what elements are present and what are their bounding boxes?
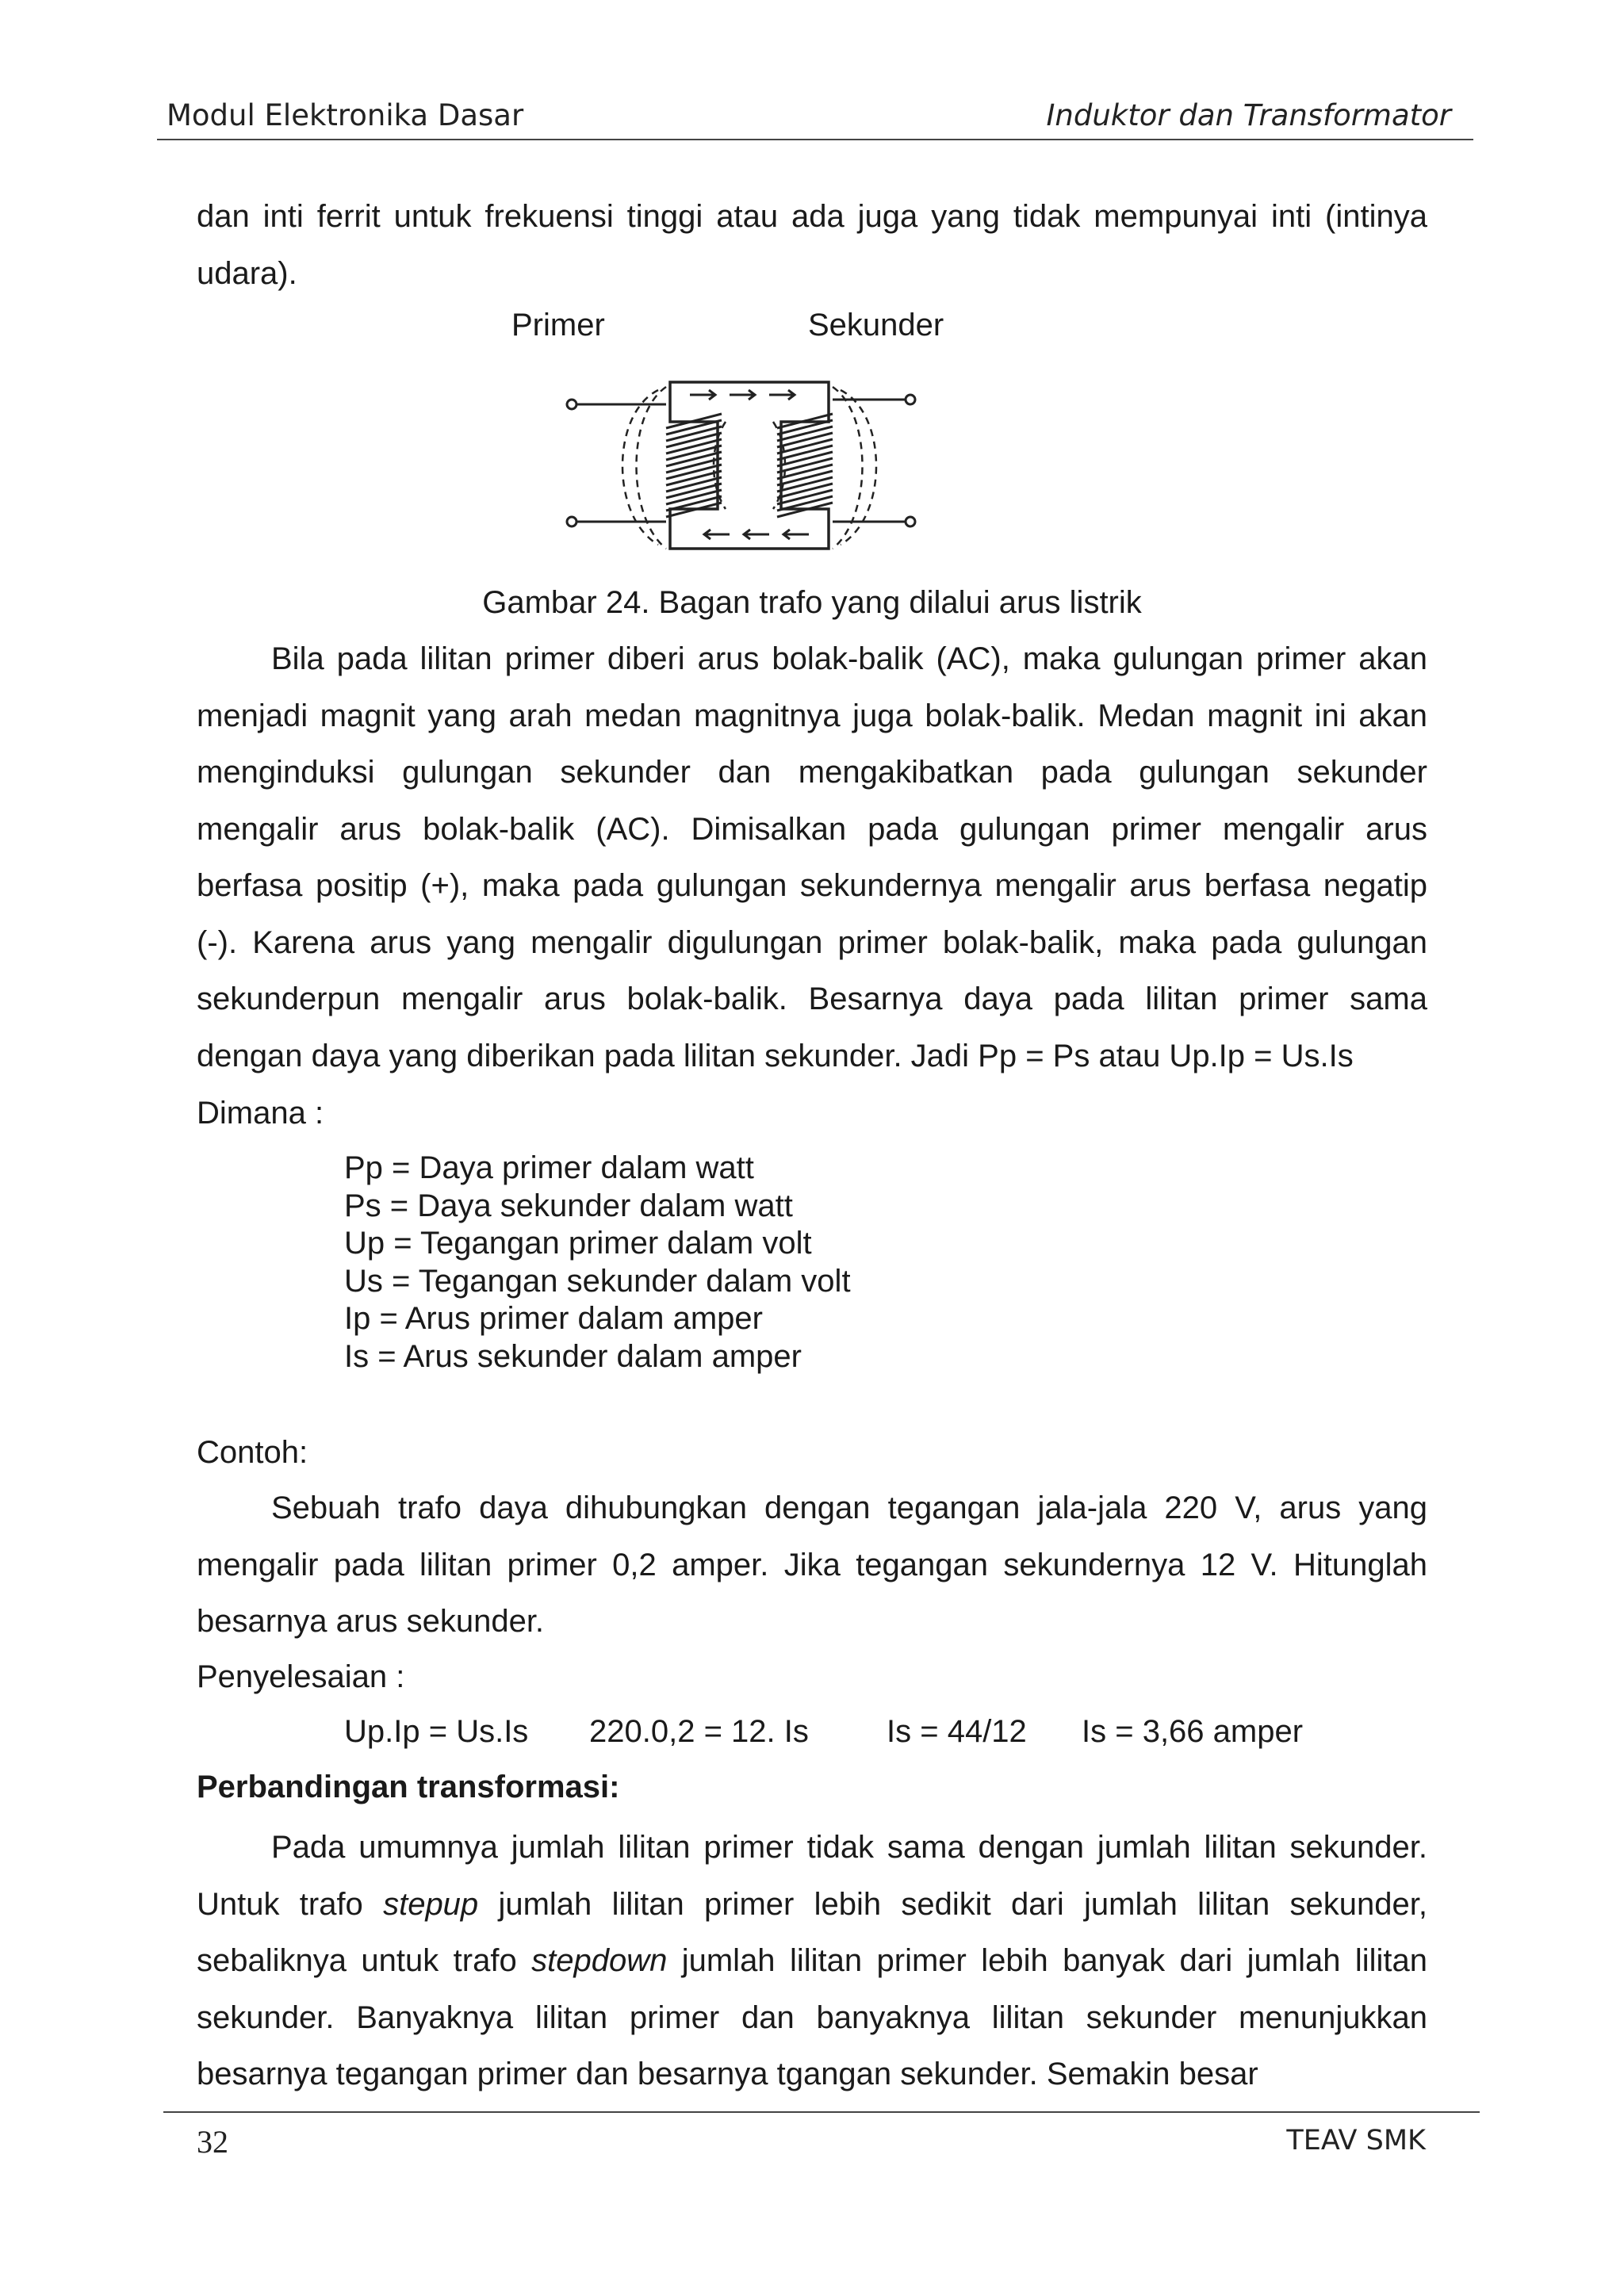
example-label: Contoh:	[197, 1435, 308, 1470]
term-stepdown: stepdown	[531, 1943, 668, 1978]
solution-step: 220.0,2 = 12. Is	[589, 1714, 809, 1749]
transformer-diagram	[563, 366, 920, 564]
definition-item: Is = Arus sekunder dalam amper	[344, 1338, 802, 1374]
primary-winding	[666, 414, 722, 517]
magnetic-field-lines	[622, 387, 876, 549]
example-problem: Sebuah trafo daya dihubungkan dengan tegangan jala-jala 220 V, arus yang mengalir pada lilitan primer 0,2 amper. Jika tegangan sekundernya 12 V. Hitunglah besarnya arus sekunder.	[197, 1490, 1427, 1639]
section-heading: Perbandingan transformasi:	[197, 1770, 620, 1804]
solution-step: Is = 44/12	[887, 1714, 1027, 1749]
definition-item: Up = Tegangan primer dalam volt	[344, 1226, 812, 1261]
paragraph-text: jumlah lilitan primer lebih sedikit dari jumlah lilitan sekunder, sebaliknya untuk trafo	[197, 1886, 1427, 1978]
definition-item: Pp = Daya primer dalam watt	[344, 1150, 754, 1185]
terminal-leads	[576, 400, 906, 522]
flux-arrows-top	[690, 390, 795, 400]
paragraph-text: jumlah lilitan primer lebih banyak dari jumlah lilitan sekunder. Banyaknya lilitan primer dan banyaknya lilitan sekunder menunjukkan besarnya tegangan primer dan besarnya tgangan sekunder. Semakin besar	[197, 1943, 1427, 2091]
footer-label: TEAV SMK	[1286, 2125, 1426, 2156]
footer-divider	[163, 2111, 1480, 2113]
figure-caption: Gambar 24. Bagan trafo yang dilalui arus listrik	[482, 585, 1142, 620]
paragraph-transformation-ratio	[197, 1820, 1427, 2103]
definitions-list	[344, 1150, 851, 1376]
flux-arrows-bottom	[704, 530, 809, 539]
definition-item: Ip = Arus primer dalam amper	[344, 1301, 763, 1336]
header-title: Modul Elektronika Dasar	[167, 98, 524, 132]
figure-label-primary: Primer	[511, 308, 605, 342]
paragraph-ac-induction: Bila pada lilitan primer diberi arus bolak-balik (AC), maka gulungan primer akan menjadi magnit yang arah medan magnitnya juga bolak-balik. Medan magnit ini akan menginduksi gulungan sekunder dan mengakibatkan pada gulungan sekunder mengalir arus bolak-balik (AC). Dimisalkan pada gulungan primer mengalir arus berfasa positip (+), maka pada gulungan sekundernya mengalir arus berfasa negatip (-). Karena arus yang mengalir digulungan primer bolak-balik, maka pada gulungan sekunderpun mengalir arus bolak-balik. Besarnya daya pada lilitan primer sama dengan daya yang diberikan pada lilitan sekunder. Jadi Pp = Ps atau Up.Ip = Us.Is	[197, 641, 1427, 1073]
header-chapter: Induktor dan Transformator	[1046, 98, 1451, 132]
header-divider	[157, 139, 1473, 140]
intro-paragraph: dan inti ferrit untuk frekuensi tinggi atau ada juga yang tidak mempunyai inti (intinya udara).	[197, 199, 1427, 291]
definitions-intro: Dimana :	[197, 1096, 324, 1131]
definition-item: Us = Tegangan sekunder dalam volt	[344, 1263, 851, 1299]
solution-step: Up.Ip = Us.Is	[344, 1714, 529, 1749]
secondary-winding	[777, 414, 833, 517]
page-number: 32	[197, 2124, 228, 2160]
paragraph-text: Pada umumnya jumlah lilitan primer tidak sama dengan jumlah lilitan sekunder. Untuk trafo	[197, 1830, 1427, 1922]
solution-step: Is = 3,66 amper	[1082, 1714, 1304, 1749]
solution-label: Penyelesaian :	[197, 1659, 405, 1694]
term-stepup: stepup	[383, 1886, 479, 1922]
figure-label-secondary: Sekunder	[808, 308, 944, 342]
definition-item: Ps = Daya sekunder dalam watt	[344, 1188, 793, 1223]
